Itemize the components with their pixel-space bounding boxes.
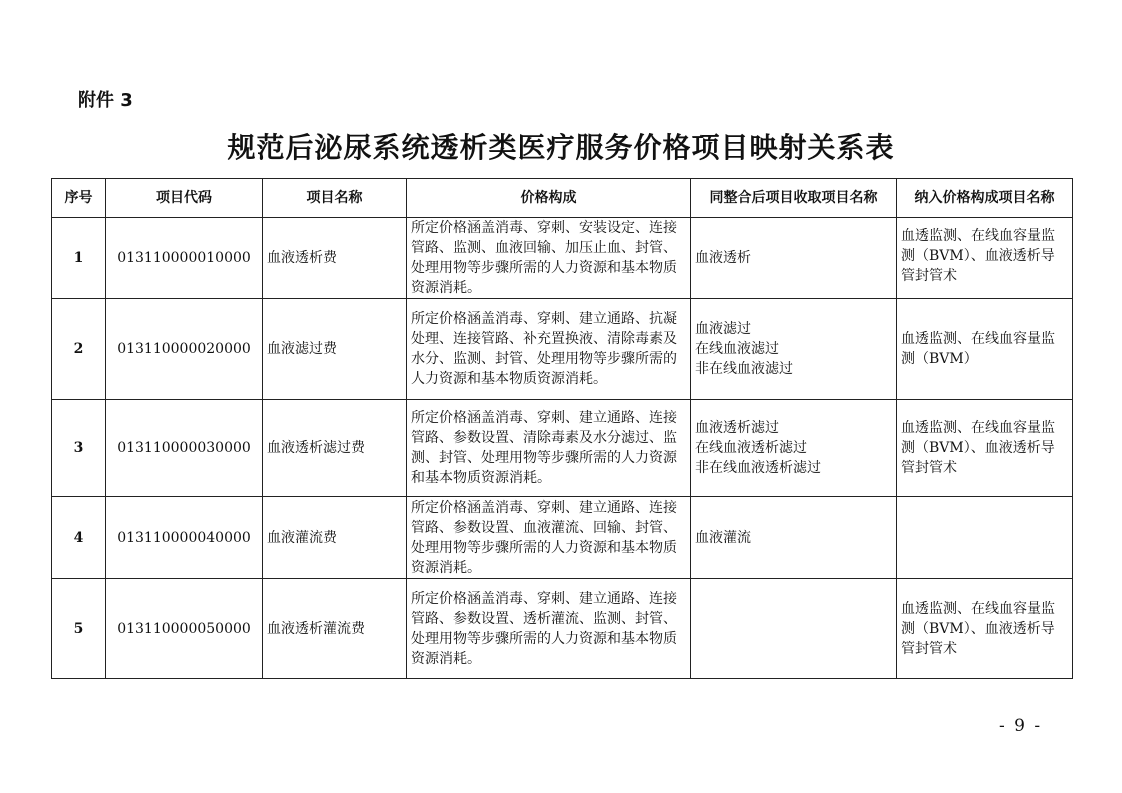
row-code: 013110000050000 <box>106 579 263 679</box>
row-name: 血液滤过费 <box>263 299 407 400</box>
row-no: 3 <box>52 400 106 497</box>
row-merged: 血液滤过 在线血液滤过 非在线血液滤过 <box>691 299 897 400</box>
row-included: 血透监测、在线血容量监测（BVM） <box>897 299 1073 400</box>
header-included: 纳入价格构成项目名称 <box>897 179 1073 218</box>
row-name: 血液透析滤过费 <box>263 400 407 497</box>
row-name: 血液透析费 <box>263 218 407 299</box>
row-included: 血透监测、在线血容量监测（BVM）、血液透析导管封管术 <box>897 579 1073 679</box>
row-code: 013110000020000 <box>106 299 263 400</box>
row-no: 2 <box>52 299 106 400</box>
row-included: 血透监测、在线血容量监测（BVM）、血液透析导管封管术 <box>897 218 1073 299</box>
header-code: 项目代码 <box>106 179 263 218</box>
table-row <box>52 579 1073 679</box>
page-number: - 9 - <box>999 716 1043 736</box>
row-merged: 血液透析滤过 在线血液透析滤过 非在线血液透析滤过 <box>691 400 897 497</box>
row-merged <box>691 579 897 679</box>
mapping-table <box>51 178 1073 679</box>
row-name: 血液透析灌流费 <box>263 579 407 679</box>
attachment-label: 附件 3 <box>78 90 133 111</box>
row-included: 血透监测、在线血容量监测（BVM）、血液透析导管封管术 <box>897 400 1073 497</box>
row-code: 013110000010000 <box>106 218 263 299</box>
row-composition: 所定价格涵盖消毒、穿刺、建立通路、连接管路、参数设置、清除毒素及水分滤过、监测、封管、处理用物等步骤所需的人力资源和基本物质资源消耗。 <box>407 400 691 497</box>
row-composition: 所定价格涵盖消毒、穿刺、建立通路、连接管路、参数设置、血液灌流、回输、封管、处理用物等步骤所需的人力资源和基本物质资源消耗。 <box>407 497 691 579</box>
row-merged: 血液透析 <box>691 218 897 299</box>
row-no: 4 <box>52 497 106 579</box>
table-row <box>52 299 1073 400</box>
table-row <box>52 400 1073 497</box>
header-no: 序号 <box>52 179 106 218</box>
document-title: 规范后泌尿系统透析类医疗服务价格项目映射关系表 <box>227 131 895 164</box>
row-code: 013110000030000 <box>106 400 263 497</box>
row-code: 013110000040000 <box>106 497 263 579</box>
row-included <box>897 497 1073 579</box>
table-row <box>52 218 1073 299</box>
row-composition: 所定价格涵盖消毒、穿刺、建立通路、抗凝处理、连接管路、补充置换液、清除毒素及水分、监测、封管、处理用物等步骤所需的人力资源和基本物质资源消耗。 <box>407 299 691 400</box>
row-composition: 所定价格涵盖消毒、穿刺、安装设定、连接管路、监测、血液回输、加压止血、封管、处理用物等步骤所需的人力资源和基本物质资源消耗。 <box>407 218 691 299</box>
row-no: 1 <box>52 218 106 299</box>
row-name: 血液灌流费 <box>263 497 407 579</box>
row-merged: 血液灌流 <box>691 497 897 579</box>
row-no: 5 <box>52 579 106 679</box>
header-name: 项目名称 <box>263 179 407 218</box>
table-header-row <box>52 179 1073 218</box>
header-merged: 同整合后项目收取项目名称 <box>691 179 897 218</box>
row-composition: 所定价格涵盖消毒、穿刺、建立通路、连接管路、参数设置、透析灌流、监测、封管、处理用物等步骤所需的人力资源和基本物质资源消耗。 <box>407 579 691 679</box>
header-composition: 价格构成 <box>407 179 691 218</box>
table-row <box>52 497 1073 579</box>
